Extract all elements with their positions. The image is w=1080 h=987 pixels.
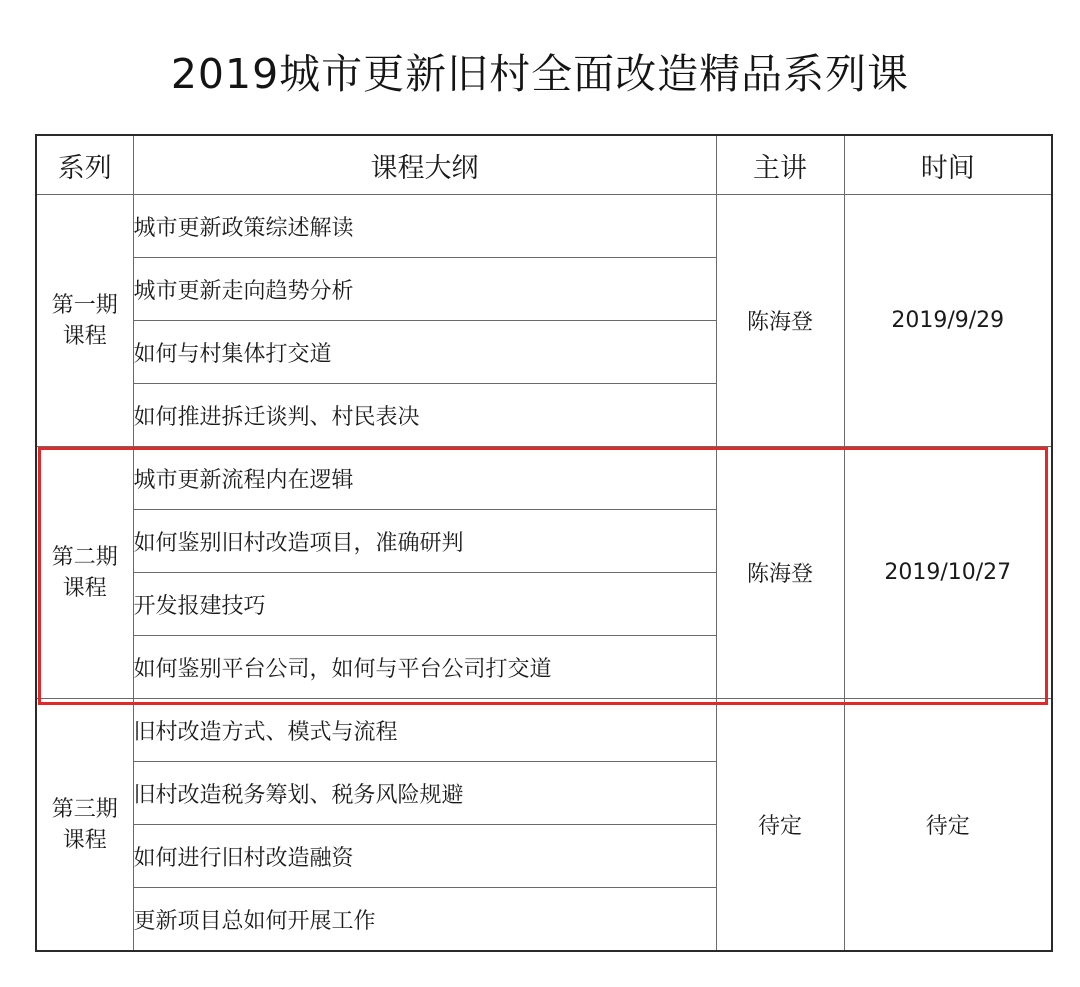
lecturer-cell-period-2: 陈海登 — [716, 447, 844, 699]
lecturer-cell-period-3: 待定 — [716, 699, 844, 952]
topic-cell: 城市更新走向趋势分析 — [133, 258, 716, 321]
table-row — [36, 195, 1052, 258]
topic-cell: 旧村改造方式、模式与流程 — [133, 699, 716, 762]
series-label-line1: 第二期 — [51, 544, 118, 570]
topic-cell: 如何鉴别平台公司，如何与平台公司打交道 — [133, 636, 716, 699]
topic-cell: 如何进行旧村改造融资 — [133, 825, 716, 888]
topic-cell: 如何鉴别旧村改造项目，准确研判 — [133, 510, 716, 573]
date-cell-period-3: 待定 — [844, 699, 1052, 952]
topic-cell: 开发报建技巧 — [133, 573, 716, 636]
topic-cell: 如何与村集体打交道 — [133, 321, 716, 384]
series-cell-period-3 — [36, 699, 133, 952]
topic-cell: 更新项目总如何开展工作 — [133, 888, 716, 952]
series-label-line1: 第一期 — [51, 292, 118, 318]
date-cell-period-1: 2019/9/29 — [844, 195, 1052, 447]
series-label-line1: 第三期 — [51, 796, 118, 822]
table-row — [36, 447, 1052, 510]
course-table — [35, 134, 1053, 952]
header-time: 时间 — [844, 135, 1052, 195]
header-outline: 课程大纲 — [133, 135, 716, 195]
header-series: 系列 — [36, 135, 133, 195]
series-cell-period-2 — [36, 447, 133, 699]
series-cell-period-1 — [36, 195, 133, 447]
date-cell-period-2: 2019/10/27 — [844, 447, 1052, 699]
series-label-line2: 课程 — [62, 323, 107, 349]
page-title: 2019城市更新旧村全面改造精品系列课 — [170, 50, 910, 98]
header-row — [36, 135, 1052, 195]
topic-cell: 旧村改造税务筹划、税务风险规避 — [133, 762, 716, 825]
series-label-line2: 课程 — [62, 827, 107, 853]
table-row — [36, 699, 1052, 762]
series-label-line2: 课程 — [62, 575, 107, 601]
header-lecturer: 主讲 — [716, 135, 844, 195]
topic-cell: 城市更新流程内在逻辑 — [133, 447, 716, 510]
topic-cell: 城市更新政策综述解读 — [133, 195, 716, 258]
lecturer-cell-period-1: 陈海登 — [716, 195, 844, 447]
topic-cell: 如何推进拆迁谈判、村民表决 — [133, 384, 716, 447]
